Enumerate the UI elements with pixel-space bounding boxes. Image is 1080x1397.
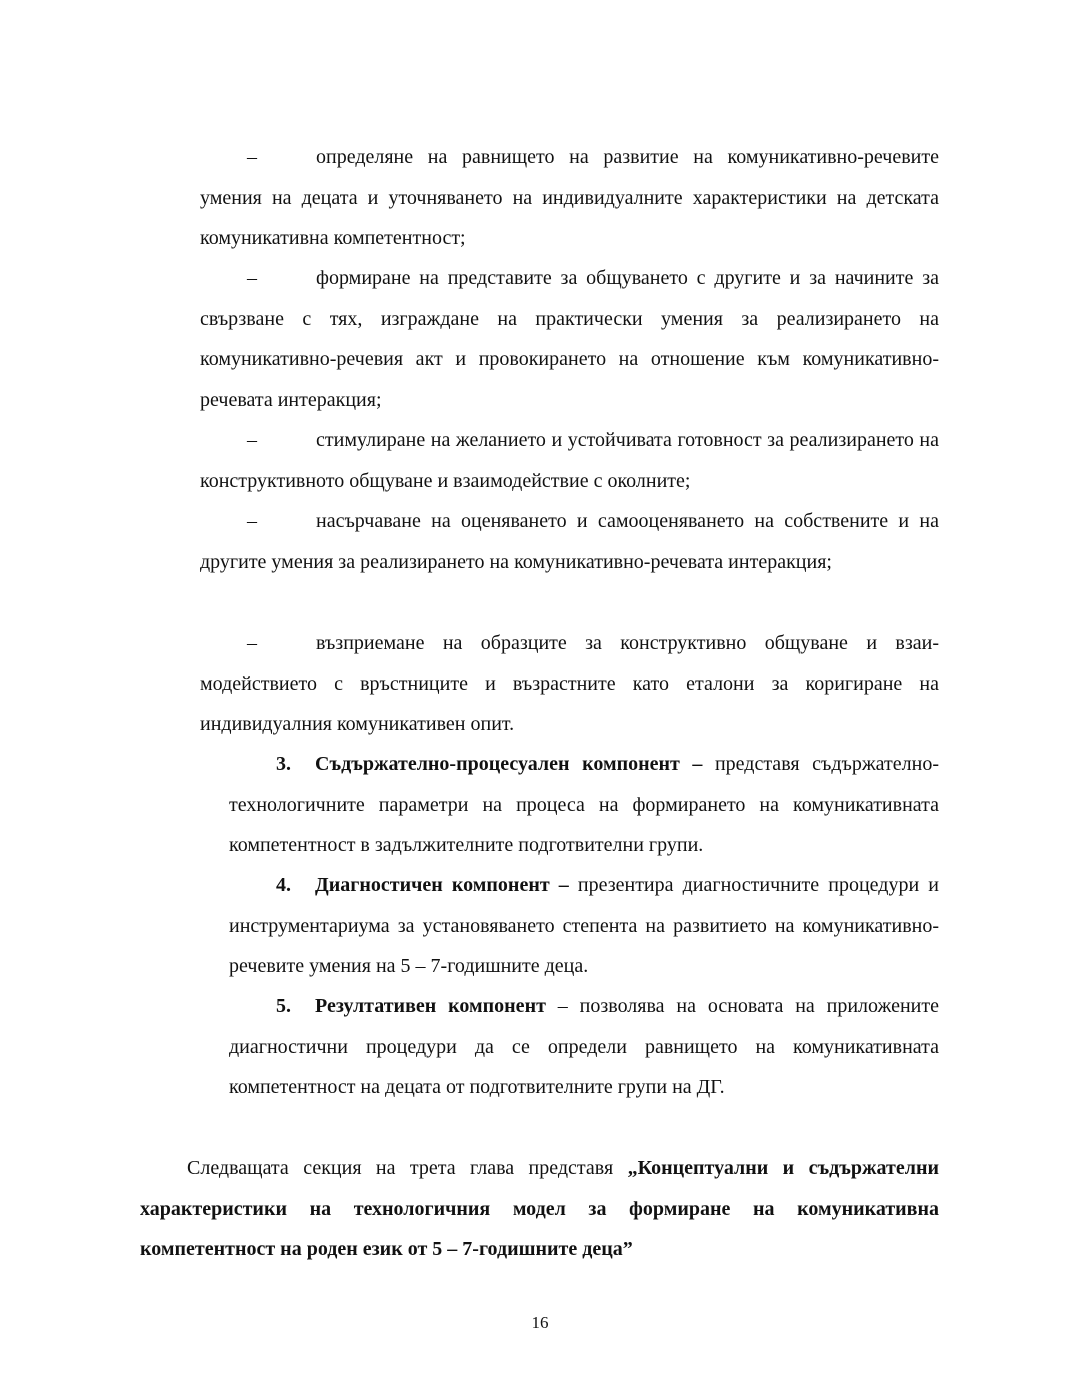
component-paragraph-5: [229, 986, 939, 1108]
bullet-paragraph-5: [200, 623, 939, 745]
component-term: Диагностичен компонент –: [315, 874, 569, 896]
closing-paragraph: [140, 1148, 939, 1270]
component-paragraph-4: [229, 865, 939, 987]
bullet-paragraph-4: [200, 501, 939, 582]
component-number: 3.: [276, 753, 291, 775]
bullet-text: формиране на представите за общуването с другите и за начините за свързване с тях, изграждане на практически умения за реализирането на комуникативно-речевия акт и провокирането на отношение към комуникативно-речевата интеракция;: [200, 267, 939, 411]
bullet-dash: –: [247, 146, 257, 168]
bullet-text: възприемане на образците за конструктивно общуване и взаимодействието с връстниците и възрастните като еталони за коригиране на индивидуалния комуникативен опит.: [200, 632, 939, 736]
bullet-dash: –: [247, 267, 257, 289]
component-text: презентира диагностичните процедури и инструментариума за установяването степента на развитието на комуникативно-речевите умения на 5 – 7-годишните деца.: [229, 874, 939, 978]
component-text: представя съдържателно-технологичните параметри на процеса на формирането на комуникативната компетентност в задължителните подготвителни групи.: [229, 753, 939, 857]
component-number: 4.: [276, 874, 291, 896]
closing-section-title: „Концептуални и съдържателни характеристики на технологичния модел за формиране на комуникативна компетентност на роден език от 5 – 7-годишните деца”: [140, 1157, 940, 1261]
bullet-dash: –: [247, 632, 257, 654]
bullet-paragraph-1: [200, 137, 939, 259]
page-number: 16: [531, 1313, 549, 1332]
bullet-dash: –: [247, 510, 257, 532]
bullet-dash: –: [247, 429, 257, 451]
bullet-paragraph-3: [200, 420, 939, 501]
closing-lead: Следващата секция на трета глава представя: [187, 1157, 628, 1179]
component-paragraph-3: [229, 744, 939, 866]
bullet-text: определяне на равнището на развитие на комуникативно-речевите умения на децата и уточняването на индивидуалните характеристики на детската комуникативна компетентност;: [200, 146, 939, 250]
bullet-text: насърчаване на оценяването и самооценяването на собствените и на другите умения за реализирането на комуникативно-речевата интеракция;: [200, 510, 939, 573]
component-term: Резултативен компонент: [315, 995, 546, 1017]
component-text: – позволява на основата на приложените диагностични процедури да се определи равнището на комуникативната компетентност на децата от подготвителните групи на ДГ.: [229, 995, 939, 1099]
component-number: 5.: [276, 995, 291, 1017]
bullet-text: стимулиране на желанието и устойчивата готовност за реализирането на конструктивното общуване и взаимодействие с околните;: [200, 429, 939, 492]
bullet-paragraph-2: [200, 258, 939, 420]
component-term: Съдържателно-процесуален компонент –: [315, 753, 703, 775]
